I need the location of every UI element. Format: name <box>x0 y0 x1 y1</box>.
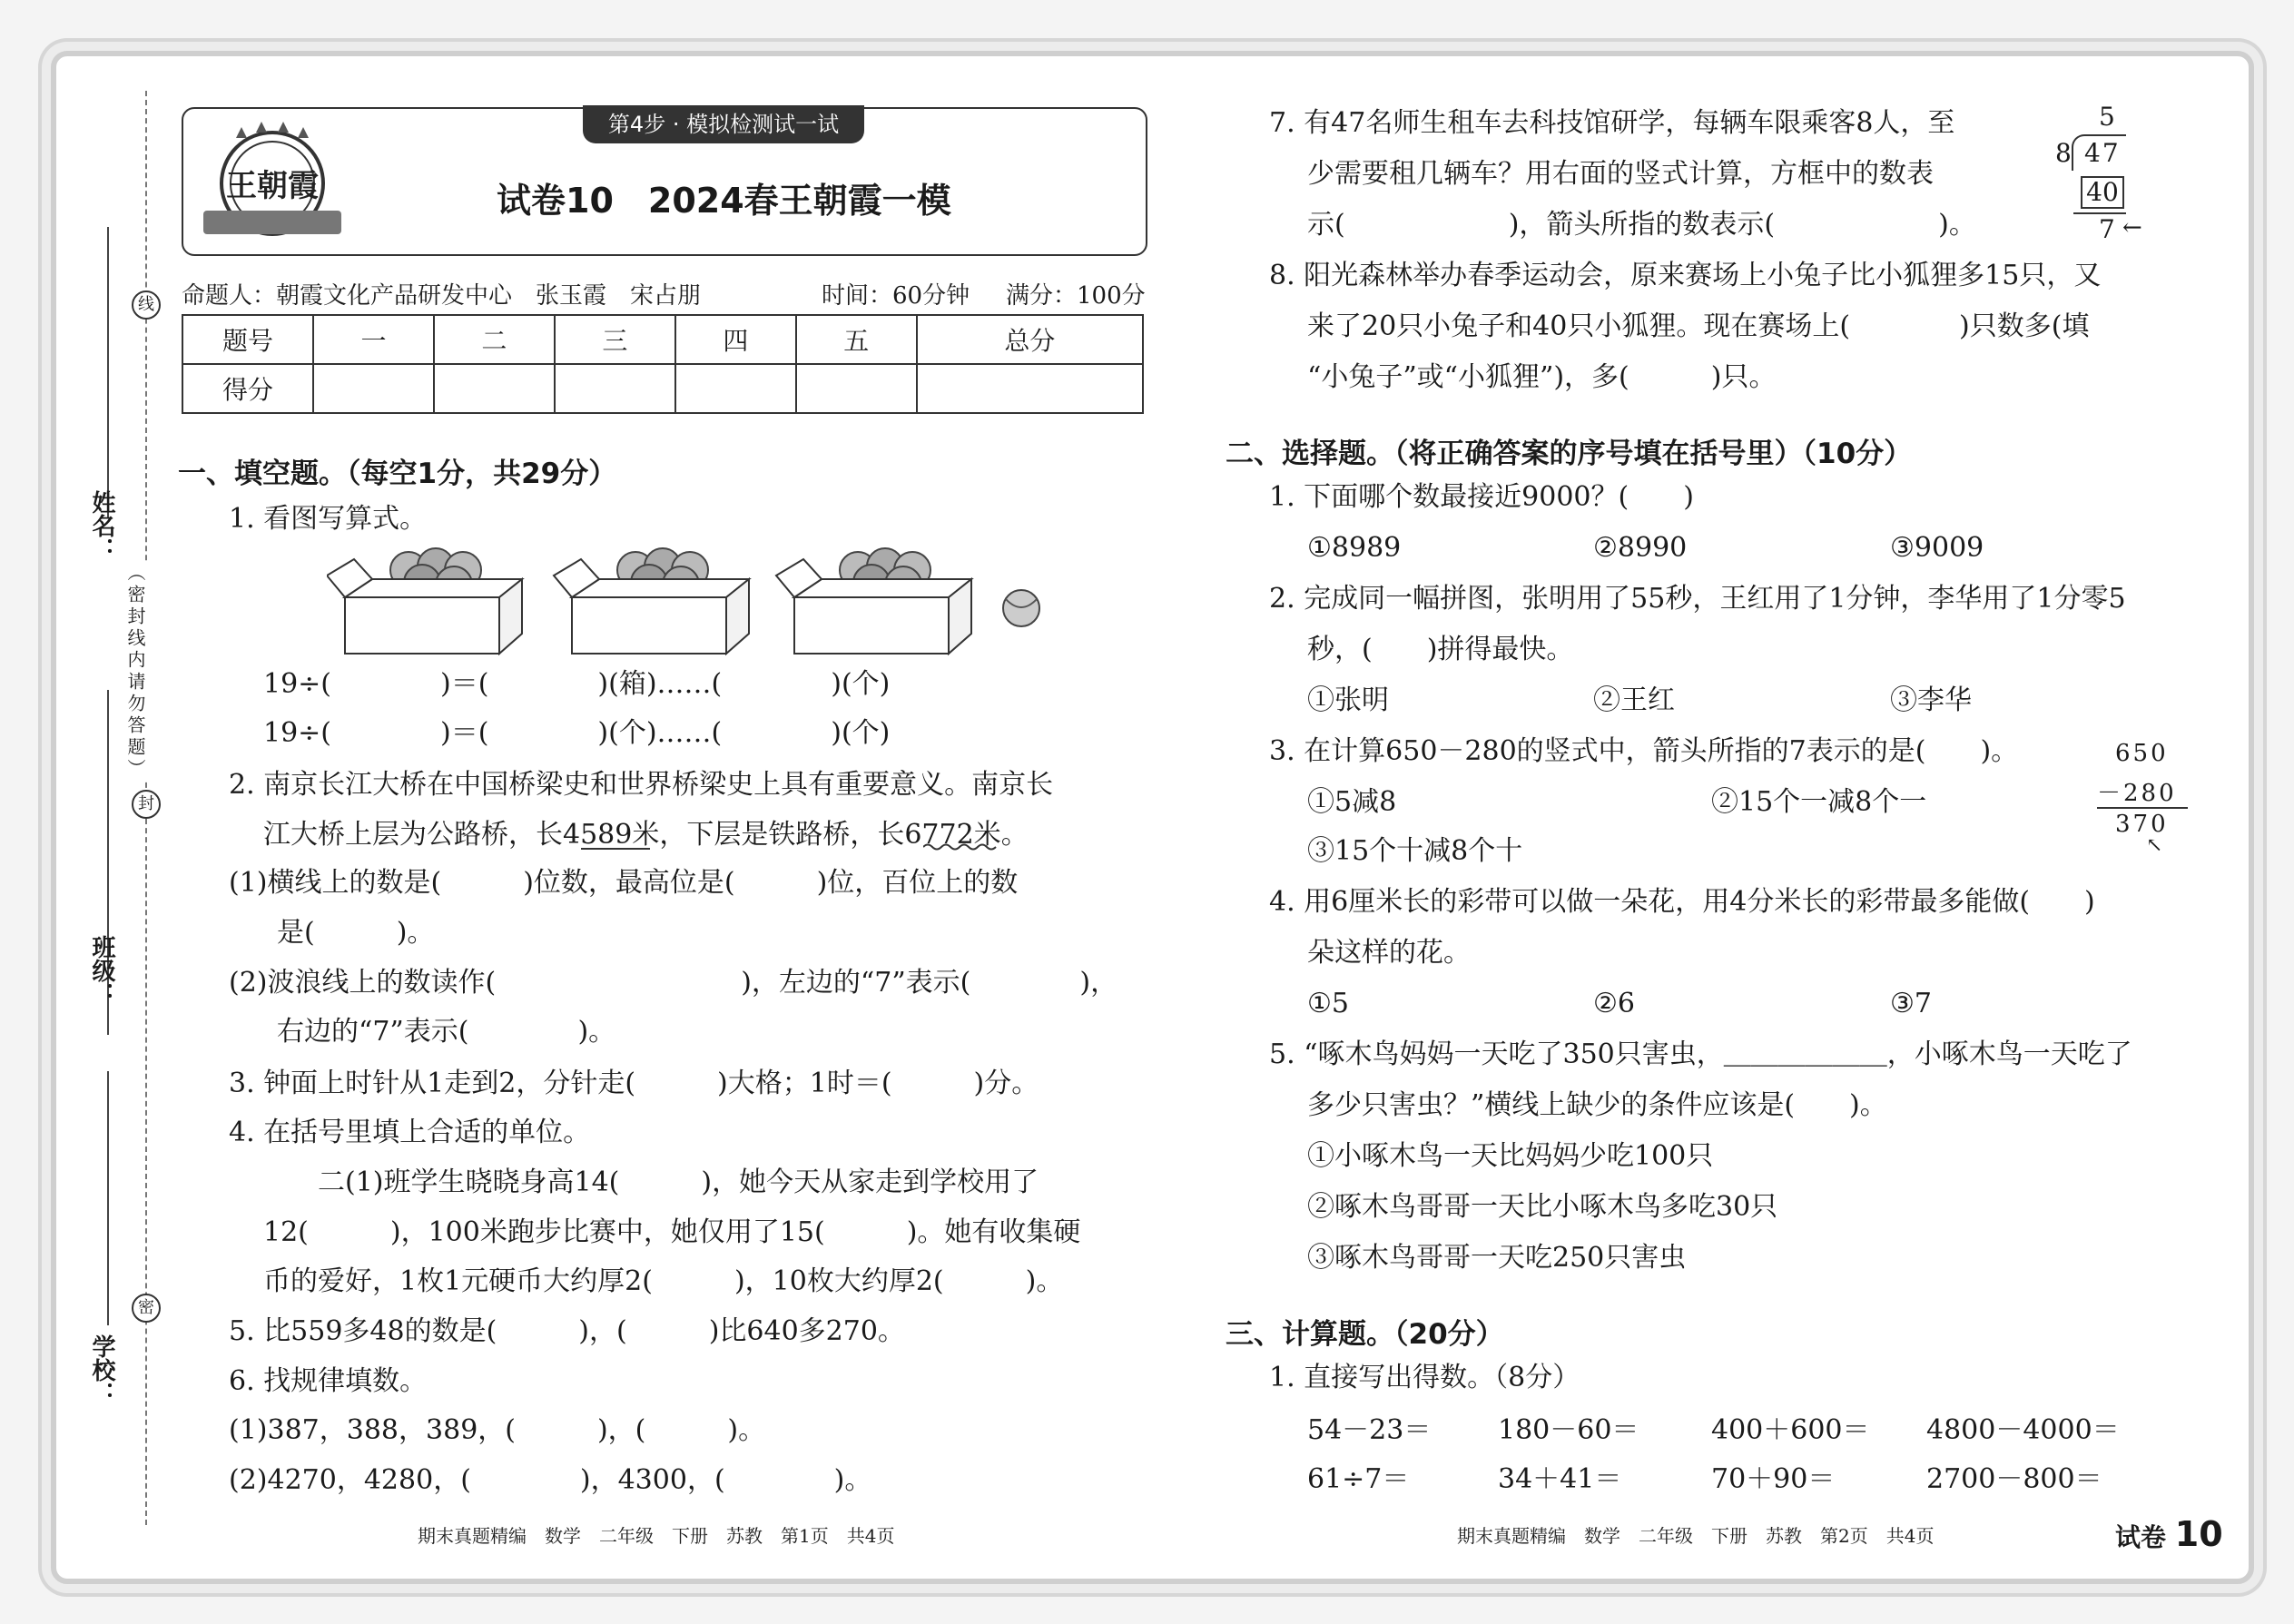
question-4-line-3: 币的爱好，1枚1元硬币大约厚2( )，10枚大约厚2( )。 <box>263 1265 1064 1297</box>
question-6-2: (2)4270，4280，( )，4300，( )。 <box>229 1464 872 1496</box>
box-icon <box>327 548 522 654</box>
score-header: 题号 <box>182 315 313 364</box>
calc-item: 180－60＝ <box>1498 1414 1639 1446</box>
calc-item: 400＋600＝ <box>1711 1414 1870 1446</box>
question-5: 5. 比559多48的数是( )，( )比640多270。 <box>229 1315 905 1347</box>
seal-mark: 封 <box>132 790 161 819</box>
score-header: 总分 <box>917 315 1143 364</box>
score-header: 四 <box>675 315 796 364</box>
choice-4-option-c[interactable]: ③7 <box>1890 988 1932 1019</box>
choice-3: 3. 在计算650－280的竖式中，箭头所指的7表示的是( )。 <box>1269 735 2019 767</box>
choice-2-cont: 秒，( )拼得最快。 <box>1307 634 1574 665</box>
vertical-subtraction <box>2097 740 2197 858</box>
question-6: 6. 找规律填数。 <box>229 1365 428 1397</box>
class-label: 班级： <box>88 935 115 1006</box>
boxes-of-balls-illustration <box>327 543 1053 657</box>
dense-mark: 密 <box>132 1294 161 1323</box>
choice-5: 5. “啄木鸟妈妈一天吃了350只害虫，＿＿＿＿＿＿，小啄木鸟一天吃了 <box>1269 1038 2132 1070</box>
question-7-cont-1: 少需要租几辆车？用右面的竖式计算，方框中的数表 <box>1307 158 1934 190</box>
subtraction-top: 650 <box>2115 740 2169 767</box>
full-score-label: 满分：100分 <box>1006 282 1146 310</box>
score-header: 一 <box>313 315 434 364</box>
choice-3-option-c[interactable]: ③15个十减8个十 <box>1307 835 1523 867</box>
school-label: 学校： <box>88 1334 115 1405</box>
paper-number: 10 <box>2174 1514 2223 1554</box>
choice-4-option-a[interactable]: ①5 <box>1307 988 1349 1019</box>
school-line <box>107 1071 109 1325</box>
name-label: 姓名： <box>88 490 115 561</box>
no-answer-note: （密封线内请勿答题） <box>123 563 149 781</box>
question-2-2: (2)波浪线上的数读作( )，左边的“7”表示( )， <box>229 967 1118 999</box>
question-2: 2. 南京长江大桥在中国桥梁史和世界桥梁史上具有重要意义。南京长 <box>229 769 1054 801</box>
score-cell[interactable] <box>796 364 917 413</box>
arrow-up-icon: ↖ <box>2146 834 2166 857</box>
score-header: 三 <box>555 315 675 364</box>
question-8-cont-2: “小兔子”或“小狐狸”)，多( )只。 <box>1307 361 1777 393</box>
score-cell[interactable] <box>675 364 796 413</box>
choice-1-option-c[interactable]: ③9009 <box>1890 532 1984 564</box>
score-cell[interactable] <box>555 364 675 413</box>
question-3: 3. 钟面上时针从1走到2，分针走( )大格；1时＝( )分。 <box>229 1068 1039 1099</box>
arrow-left-icon: ← <box>2122 214 2142 241</box>
division-quotient: 5 <box>2099 102 2115 132</box>
single-ball-icon <box>1003 590 1039 626</box>
division-dividend: 47 <box>2084 138 2121 168</box>
choice-3-option-b[interactable]: ②15个一减8个一 <box>1711 786 1927 818</box>
score-header: 二 <box>434 315 555 364</box>
division-divisor: 8 <box>2055 138 2072 168</box>
question-7-cont-2: 示( )，箭头所指的数表示( )。 <box>1307 209 1976 241</box>
score-cell[interactable] <box>917 364 1143 413</box>
choice-2-option-b[interactable]: ②王红 <box>1593 684 1675 716</box>
choice-2-option-a[interactable]: ①张明 <box>1307 684 1389 716</box>
choice-5-cont: 多少只害虫？”横线上缺少的条件应该是( )。 <box>1307 1089 1887 1121</box>
question-2-1-cont: 是( )。 <box>277 917 435 949</box>
calc-item: 61÷7＝ <box>1307 1463 1410 1495</box>
choice-2-option-c[interactable]: ③李华 <box>1890 684 1972 716</box>
footer-left: 期末真题精编 数学 二年级 下册 苏教 第1页 共4页 <box>418 1525 895 1547</box>
author-label: 命题人：朝霞文化产品研发中心 张玉霞 宋占朋 <box>182 282 702 310</box>
calc-item: 54－23＝ <box>1307 1414 1432 1446</box>
score-cell[interactable] <box>313 364 434 413</box>
choice-1-option-b[interactable]: ②8990 <box>1593 532 1688 564</box>
choice-1: 1. 下面哪个数最接近9000？( ) <box>1269 481 1694 513</box>
logo-text: 王朝霞 <box>226 168 319 204</box>
question-7: 7. 有47名师生租车去科技馆研学，每辆车限乘客8人，至 <box>1269 107 1955 139</box>
question-1-line-1: 19÷( )＝( )(箱)……( )(个) <box>263 668 891 700</box>
calc-item: 70＋90＝ <box>1711 1463 1836 1495</box>
question-2-cont: 江大桥上层为公路桥，长4589米，下层是铁路桥，长6772米。 <box>263 819 1029 851</box>
box-icon <box>776 548 971 654</box>
choice-2: 2. 完成同一幅拼图，张明用了55秒，王红用了1分钟，李华用了1分零5 <box>1269 583 2126 615</box>
long-division <box>2052 102 2179 247</box>
division-product-box: 40 <box>2081 176 2124 209</box>
score-row-label: 得分 <box>182 364 313 413</box>
score-table <box>182 314 1144 414</box>
calc-item: 2700－800＝ <box>1926 1463 2102 1495</box>
section-3-title: 三、计算题。（20分） <box>1226 1318 1504 1351</box>
subtraction-result: 370 <box>2115 811 2169 838</box>
section-1-title: 一、填空题。（每空1分，共29分） <box>178 458 617 490</box>
paper-label-text: 试卷 <box>2115 1522 2167 1552</box>
choice-1-option-a[interactable]: ①8989 <box>1307 532 1402 564</box>
time-label: 时间：60分钟 <box>822 282 970 310</box>
question-1-line-2: 19÷( )＝( )(个)……( )(个) <box>263 717 891 749</box>
wavy-underline-mark <box>923 842 999 851</box>
question-4-line-1: 二(1)班学生晓晓身高14( )，她今天从家走到学校用了 <box>318 1166 1039 1198</box>
calc-item: 34＋41＝ <box>1498 1463 1622 1495</box>
choice-4: 4. 用6厘米长的彩带可以做一朵花，用4分米长的彩带最多能做( ) <box>1269 886 2095 918</box>
calc-item: 4800－4000＝ <box>1926 1414 2120 1446</box>
question-6-1: (1)387，388，389，( )，( )。 <box>229 1414 766 1446</box>
choice-5-option-b[interactable]: ②啄木鸟哥哥一天比小啄木鸟多吃30只 <box>1307 1191 1778 1223</box>
step-tab: 第4步 · 模拟检测试一试 <box>583 105 864 143</box>
question-8: 8. 阳光森林举办春季运动会，原来赛场上小兔子比小狐狸多15只，又 <box>1269 260 2102 291</box>
name-line <box>107 227 109 517</box>
paper-title: 试卷10 2024春王朝霞一模 <box>497 181 951 221</box>
score-cell[interactable] <box>434 364 555 413</box>
choice-4-option-b[interactable]: ②6 <box>1593 988 1635 1019</box>
question-8-cont-1: 来了20只小兔子和40只小狐狸。现在赛场上( )只数多(填 <box>1307 310 2090 342</box>
paper-label <box>2115 1514 2223 1554</box>
division-remainder: 7 <box>2099 214 2115 244</box>
question-1: 1. 看图写算式。 <box>229 503 428 535</box>
logo-icon <box>200 120 345 247</box>
question-4-line-2: 12( )，100米跑步比赛中，她仅用了15( )。她有收集硬 <box>263 1216 1081 1248</box>
footer-right: 期末真题精编 数学 二年级 下册 苏教 第2页 共4页 <box>1457 1525 1935 1547</box>
question-4: 4. 在括号里填上合适的单位。 <box>229 1117 591 1148</box>
choice-5-option-a[interactable]: ①小啄木鸟一天比妈妈少吃100只 <box>1307 1140 1714 1172</box>
box-icon <box>554 548 749 654</box>
underline-mark <box>581 848 650 850</box>
choice-3-option-a[interactable]: ①5减8 <box>1307 786 1397 818</box>
header-box <box>182 107 1147 256</box>
choice-5-option-c[interactable]: ③啄木鸟哥哥一天吃250只害虫 <box>1307 1242 1687 1274</box>
question-2-1: (1)横线上的数是( )位数，最高位是( )位，百位上的数 <box>229 867 1019 899</box>
question-2-2-cont: 右边的“7”表示( )。 <box>277 1016 616 1048</box>
calc-question-1: 1. 直接写出得数。（8分） <box>1269 1362 1580 1393</box>
line-mark: 线 <box>132 290 161 320</box>
choice-4-cont: 朵这样的花。 <box>1307 937 1471 969</box>
score-header: 五 <box>796 315 917 364</box>
subtraction-rule <box>2097 807 2188 809</box>
section-2-title: 二、选择题。（将正确答案的序号填在括号里）（10分） <box>1226 438 1913 470</box>
subtraction-mid: －280 <box>2097 780 2177 807</box>
